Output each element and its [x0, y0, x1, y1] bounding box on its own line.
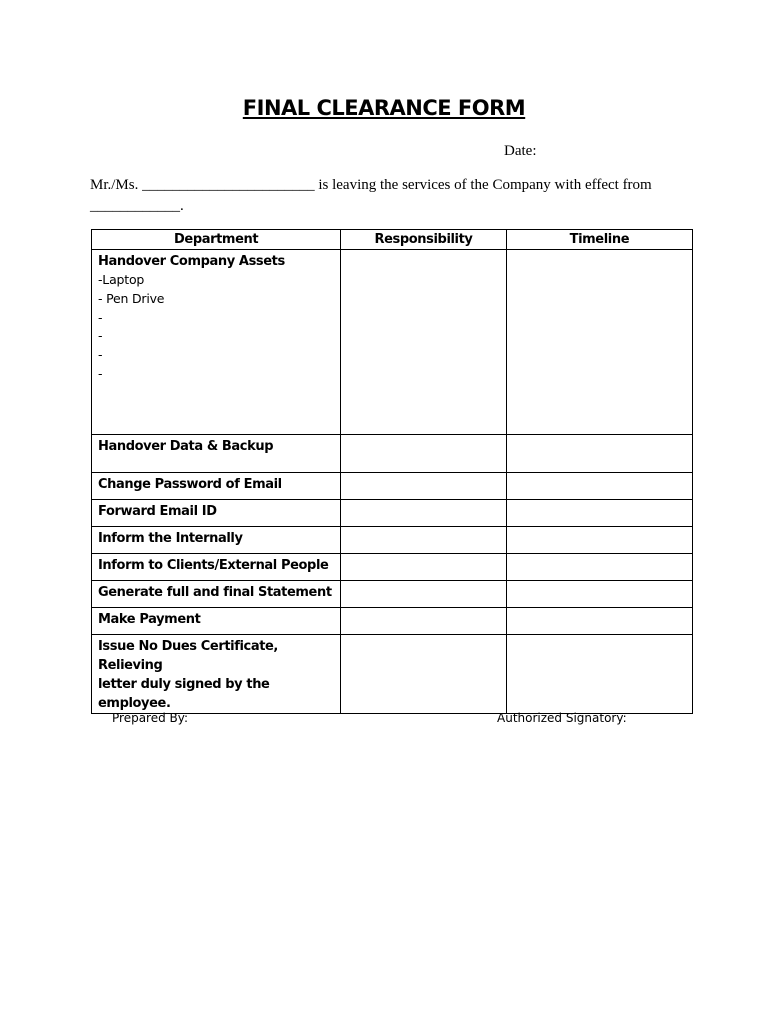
department-cell — [92, 473, 341, 500]
table-row — [92, 635, 693, 714]
header-department: Department — [92, 230, 341, 250]
department-name: Inform the Internally — [98, 531, 243, 546]
table-header-row — [92, 230, 693, 250]
department-name: Make Payment — [98, 612, 201, 627]
timeline-cell[interactable] — [506, 527, 692, 554]
department-name: Inform to Clients/External People — [98, 558, 329, 573]
intro-line-2: ____________. — [90, 198, 184, 214]
table-row — [92, 473, 693, 500]
responsibility-cell[interactable] — [341, 473, 507, 500]
date-label: Date: — [504, 143, 537, 159]
clearance-table — [91, 229, 693, 714]
department-cell — [92, 635, 341, 714]
responsibility-cell[interactable] — [341, 250, 507, 435]
department-cell — [92, 608, 341, 635]
authorized-signatory-label: Authorized Signatory: — [497, 711, 627, 725]
list-item: - Pen Drive — [98, 290, 165, 306]
list-item: - — [98, 328, 103, 344]
responsibility-cell[interactable] — [341, 500, 507, 527]
department-name: Generate full and final Statement — [98, 585, 332, 600]
department-cell — [92, 581, 341, 608]
timeline-cell[interactable] — [506, 250, 692, 435]
list-item: -Laptop — [98, 272, 145, 287]
timeline-cell[interactable] — [506, 473, 692, 500]
responsibility-cell[interactable] — [341, 581, 507, 608]
intro-paragraph — [90, 175, 690, 217]
responsibility-cell[interactable] — [341, 608, 507, 635]
timeline-cell[interactable] — [506, 608, 692, 635]
timeline-cell[interactable] — [506, 554, 692, 581]
responsibility-cell[interactable] — [341, 554, 507, 581]
department-name-line-2: letter duly signed by the employee. — [98, 677, 270, 711]
table-row — [92, 554, 693, 581]
asset-list — [98, 271, 334, 384]
department-cell — [92, 435, 341, 473]
table-row — [92, 250, 693, 435]
table-row — [92, 527, 693, 554]
table-row — [92, 500, 693, 527]
list-item: - — [98, 309, 103, 325]
responsibility-cell[interactable] — [341, 435, 507, 473]
department-cell — [92, 250, 341, 435]
intro-line-1: Mr./Ms. _______________________ is leaving the services of the Company with effect from — [90, 177, 652, 193]
department-name: Change Password of Email — [98, 477, 282, 492]
department-name: Handover Data & Backup — [98, 439, 274, 454]
list-item: - — [98, 347, 103, 363]
department-cell — [92, 500, 341, 527]
timeline-cell[interactable] — [506, 500, 692, 527]
table-row — [92, 581, 693, 608]
page-title: FINAL CLEARANCE FORM — [242, 96, 526, 120]
department-cell — [92, 527, 341, 554]
list-item: - — [98, 365, 103, 381]
timeline-cell[interactable] — [506, 435, 692, 473]
department-name-line-1: Issue No Dues Certificate, Relieving — [98, 639, 278, 673]
header-timeline: Timeline — [506, 230, 692, 250]
prepared-by-label: Prepared By: — [112, 711, 189, 725]
responsibility-cell[interactable] — [341, 635, 507, 714]
table-row — [92, 608, 693, 635]
header-responsibility: Responsibility — [341, 230, 507, 250]
responsibility-cell[interactable] — [341, 527, 507, 554]
department-cell — [92, 554, 341, 581]
timeline-cell[interactable] — [506, 581, 692, 608]
timeline-cell[interactable] — [506, 635, 692, 714]
department-name: Handover Company Assets — [98, 254, 285, 269]
department-name: Forward Email ID — [98, 504, 217, 519]
table-row — [92, 435, 693, 473]
